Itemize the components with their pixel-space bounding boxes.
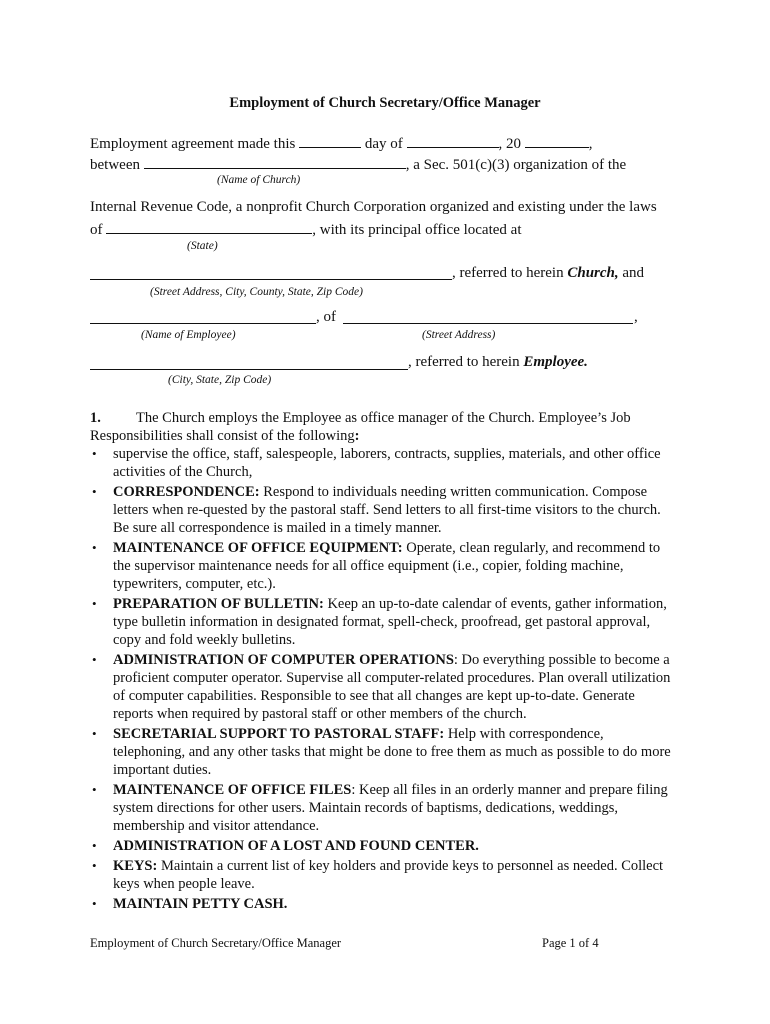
responsibility-heading: CORRESPONDENCE: [113, 484, 260, 500]
responsibility-text: Maintain a current list of key holders and provide keys to personnel as needed. Collect keys when people leave. [113, 858, 664, 892]
irc-line: Internal Revenue Code, a nonprofit Church Corporation organized and existing under the laws [90, 199, 657, 215]
church-address-blank[interactable] [90, 279, 452, 280]
date-comma: , [588, 136, 593, 152]
responsibility-text: Keep an up-to-date calendar of events, gather information, type bulletin information in designated format, spell-check, proofread, get pastoral approval, copy and fold weekly bulletins. [113, 596, 667, 648]
name-of-church-caption: (Name of Church) [217, 174, 301, 186]
bullet: • [92, 896, 97, 911]
state-caption: (State) [187, 240, 218, 252]
list-item [90, 483, 678, 537]
employee-city-blank[interactable] [90, 369, 408, 370]
of-label: of [90, 222, 103, 238]
employee-street-caption: (Street Address) [422, 329, 496, 341]
employee-street-comma: , [634, 309, 638, 325]
footer-title: Employment of Church Secretary/Office Manager [90, 936, 342, 950]
name-of-employee-caption: (Name of Employee) [141, 329, 236, 341]
bullet: • [92, 446, 97, 461]
year-blank[interactable] [525, 133, 589, 148]
responsibility-text: supervise the office, staff, salespeople, laborers, contracts, supplies, materials, and other office activities of the Church, [113, 446, 661, 480]
church-name-blank[interactable] [144, 154, 406, 169]
bullet: • [92, 484, 97, 499]
employee-name-blank[interactable] [90, 323, 316, 324]
referred-employee-line [408, 354, 588, 371]
list-item [90, 895, 678, 913]
church-term: Church, [567, 265, 619, 281]
bullet: • [92, 540, 97, 555]
list-item [90, 725, 678, 779]
list-item [90, 781, 678, 835]
state-line [90, 219, 522, 239]
responsibility-text: Respond to individuals needing written communication. Compose letters when re-quested by the pastoral staff. Send letters to all first-time visitors to the church. Be sure all correspondence is mailed in a timely manner. [113, 484, 661, 536]
day-of-label: day of [364, 136, 403, 152]
employee-term: Employee. [523, 354, 588, 370]
employee-street-blank[interactable] [343, 323, 633, 324]
agreement-date-line [90, 133, 593, 153]
responsibility-heading: MAINTAIN PETTY CASH. [113, 896, 288, 912]
responsibilities-list [90, 445, 678, 915]
state-blank[interactable] [106, 219, 312, 234]
street-address-caption: (Street Address, City, County, State, Zip Code) [150, 286, 363, 298]
responsibility-text: Operate, clean regularly, and recommend to the supervisor maintenance needs for all office equipment (i.e., copier, folding machine, typewriters, computer, etc.). [113, 540, 661, 592]
responsibility-text: : Do everything possible to become a proficient computer operator. Supervise all computer-related procedures. Plan overall utilization of computer capabilities. Responsible to see that all changes are kept up-to-date. Generate reports when required by pastoral staff or other members of the church. [113, 652, 671, 722]
agreement-made-label: Employment agreement made this [90, 136, 296, 152]
responsibility-heading: KEYS: [113, 858, 158, 874]
bullet: • [92, 838, 97, 853]
section-1-intro [90, 409, 680, 445]
year-prefix-label: , 20 [498, 136, 522, 152]
document-title: Employment of Church Secretary/Office Manager [229, 95, 541, 111]
city-state-zip-caption: (City, State, Zip Code) [168, 374, 272, 386]
list-item [90, 857, 678, 893]
referred-church-label: , referred to herein [452, 265, 564, 281]
principal-office-label: , with its principal office located at [312, 222, 522, 238]
list-item [90, 651, 678, 723]
page-number: Page 1 of 4 [542, 936, 599, 950]
bullet: • [92, 652, 97, 667]
referred-employee-label: , referred to herein [408, 354, 520, 370]
bullet: • [92, 596, 97, 611]
of-mid-label: , of [316, 309, 336, 325]
day-blank[interactable] [299, 133, 361, 148]
section-number: 1. [90, 410, 101, 426]
between-line [90, 154, 626, 174]
responsibility-heading: ADMINISTRATION OF COMPUTER OPERATIONS [113, 652, 454, 668]
between-label: between [90, 157, 140, 173]
and-label: and [622, 265, 645, 281]
responsibility-heading: PREPARATION OF BULLETIN: [113, 596, 324, 612]
bullet: • [92, 858, 97, 873]
list-item [90, 837, 678, 855]
section-1-text: The Church employs the Employee as office manager of the Church. Employee’s Job Responsibilities shall consist of the following [90, 410, 631, 444]
responsibility-heading: MAINTENANCE OF OFFICE EQUIPMENT: [113, 540, 403, 556]
list-item [90, 595, 678, 649]
referred-church-line [452, 265, 644, 282]
responsibility-text: : Keep all files in an orderly manner and prepare filing system directions for other users. Maintain records of baptisms, dedications, weddings, membership and visitor attendance. [113, 782, 668, 834]
bullet: • [92, 782, 97, 797]
bullet: • [92, 726, 97, 741]
responsibility-text: Help with correspondence, telephoning, and any other tasks that might be done to free them as much as possible to do more important duties. [113, 726, 671, 778]
list-item [90, 445, 678, 481]
section-1-colon: : [354, 428, 360, 444]
month-blank[interactable] [407, 133, 499, 148]
organization-label: , a Sec. 501(c)(3) organization of the [405, 157, 627, 173]
list-item [90, 539, 678, 593]
responsibility-heading: MAINTENANCE OF OFFICE FILES [113, 782, 352, 798]
responsibility-heading: SECRETARIAL SUPPORT TO PASTORAL STAFF: [113, 726, 445, 742]
responsibility-heading: ADMINISTRATION OF A LOST AND FOUND CENTER. [113, 838, 479, 854]
